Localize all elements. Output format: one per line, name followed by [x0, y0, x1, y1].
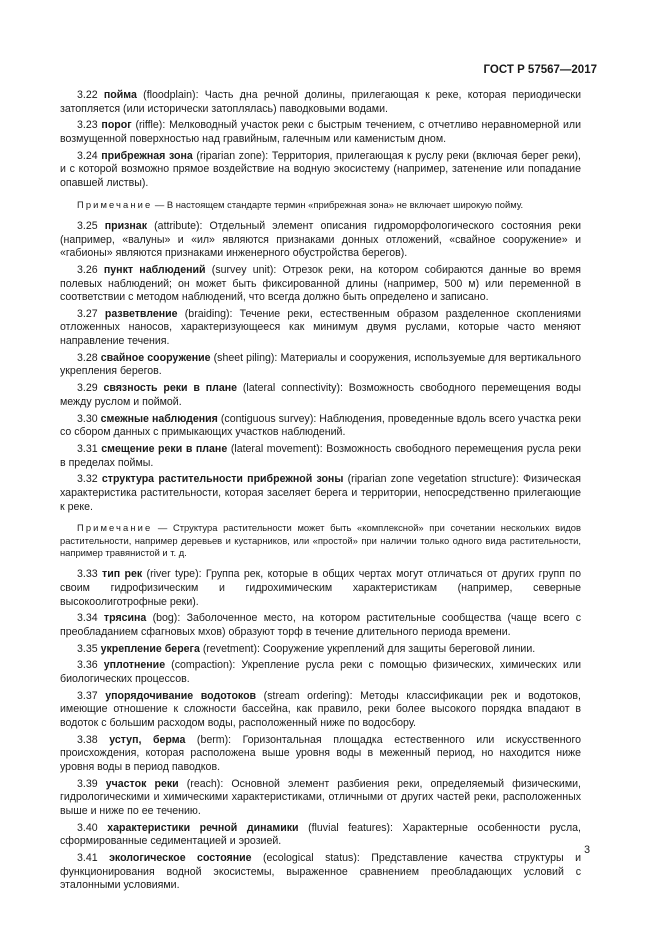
entry-definition: (river type): Группа рек, которые в общих чертах могут отличаться от других групп по своим гидрофизическим и гидрохимическим характеристикам (например, северные высокоолиготрофные реки).	[60, 568, 582, 608]
entry-term: уплотнение	[103, 659, 166, 672]
entry-number: 3.24	[77, 149, 98, 162]
definition-entry	[60, 778, 581, 819]
page-number: 3	[584, 844, 590, 856]
entry-number: 3.35	[77, 642, 98, 655]
definition-entry	[60, 220, 581, 261]
note-text: — В настоящем стандарте термин «прибрежная зона» не включает широкую пойму.	[152, 198, 524, 210]
entry-definition: (ecological status): Представление качества структуры и функционирования водной экосистемы, выраженное сравнением преобладающих условий с эталонными условиями.	[60, 852, 581, 892]
definition-entry	[60, 852, 581, 893]
entry-number: 3.37	[77, 689, 98, 702]
entry-term: пункт наблюдений	[103, 263, 206, 276]
entries-group-c	[60, 568, 581, 893]
entry-number: 3.40	[77, 821, 98, 834]
definition-entry	[60, 308, 581, 349]
definition-entry	[60, 734, 581, 775]
entry-definition: (lateral connectivity): Возможность свободного перемещения воды между руслом и поймой.	[60, 382, 581, 408]
entry-term: трясина	[103, 612, 147, 625]
entry-definition: (fluvial features): Характерные особенности русла, сформированные седиментацией и эрозией.	[60, 821, 581, 848]
entry-definition: (survey unit): Отрезок реки, на котором собираются данные во время полевых наблюдений; он может быть фиксированной длины (например, 500 м) или переменной в соответствии с методом наблюдений, что всегда должно быть определено и записано.	[60, 263, 581, 304]
entries-group-b	[60, 220, 581, 514]
entry-number: 3.41	[77, 852, 98, 865]
entry-term: прибрежная зона	[101, 149, 193, 162]
definition-entry	[60, 264, 581, 305]
definition-entry	[60, 822, 581, 849]
definition-entry	[60, 150, 581, 191]
standard-header: ГОСТ Р 57567—2017	[483, 64, 597, 76]
entry-number: 3.23	[77, 119, 98, 132]
entry-number: 3.22	[77, 89, 98, 101]
entry-term: пойма	[103, 89, 137, 101]
note-label: Примечание	[77, 198, 153, 210]
definition-entry	[60, 119, 581, 146]
entry-definition: (riparian zone vegetation structure): Физическая характеристика растительности, которая заселяет берега и территории, непосредственно прилегающие к реке.	[60, 473, 582, 513]
entry-number: 3.38	[77, 733, 98, 746]
entry-term: экологическое состояние	[109, 852, 252, 865]
definition-entry	[60, 413, 581, 440]
entry-term: разветвление	[104, 307, 178, 320]
entry-number: 3.31	[77, 442, 98, 455]
definition-entry	[60, 568, 581, 609]
entry-definition: (reach): Основной элемент разбиения реки, определяемый физическими, гидрологическими и химическими характеристиками, отличными от других частей реки, расположенных выше и ниже по ее течению.	[60, 777, 581, 817]
entry-definition: (lateral movement): Возможность свободного перемещения русла реки в пределах поймы.	[60, 442, 581, 469]
entry-term: смежные наблюдения	[100, 412, 218, 425]
entry-term: уступ, берма	[109, 733, 186, 746]
entry-number: 3.26	[77, 263, 98, 276]
definition-entry	[60, 382, 581, 409]
definition-entry	[60, 643, 581, 657]
entry-definition: (floodplain): Часть дна речной долины, прилегающая к реке, которая периодически затопляется (или исторически затоплялась) паводковыми водами.	[60, 89, 581, 115]
entry-number: 3.29	[77, 382, 98, 395]
definition-entry	[60, 612, 581, 639]
entry-number: 3.39	[77, 777, 98, 790]
entry-definition: (riffle): Мелководный участок реки с быстрым течением, с отчетливо неравномерной или возмущенной поверхностью над гравийным, галечным или каменистым дном.	[60, 119, 581, 145]
note-label: Примечание	[77, 522, 153, 534]
entry-number: 3.27	[77, 307, 98, 320]
definition-entry	[60, 89, 581, 116]
entry-term: тип рек	[102, 568, 143, 581]
entry-number: 3.25	[77, 219, 98, 232]
entry-term: характеристики речной динамики	[107, 821, 299, 834]
note-text: — Структура растительности может быть «комплексной» при сочетании нескольких видов растительности, например деревьев и кустарников, или «простой» при наличии только одного вида растительности, например травянистой и т. д.	[60, 522, 581, 558]
entry-definition: (compaction): Укрепление русла реки с помощью физических, химических или биологических процессов.	[60, 659, 581, 686]
entry-definition: (contiguous survey): Наблюдения, проведенные вдоль всего участка реки со сбором данных с примыкающих участков наблюдений.	[60, 412, 581, 439]
entry-definition: (attribute): Отдельный элемент описания гидроморфологического состояния реки (например, «валуны» и «ил» являются признаками донных отложений, «свайное сооружение» и «габионы» являются признаками инженерного обустройства берегов).	[60, 219, 581, 260]
note-vegetation-structure	[60, 522, 581, 559]
entry-definition: (berm): Горизонтальная площадка естественного или искусственного происхождения, которая расположена выше уровня воды в меженный период, но находится ниже уровня воды в период паводков.	[60, 733, 581, 773]
definition-entry	[60, 352, 581, 379]
entry-number: 3.30	[77, 412, 98, 425]
entry-number: 3.33	[77, 568, 98, 581]
entry-term: связность реки в плане	[103, 382, 238, 395]
entry-definition: (braiding): Течение реки, естественным образом разделенное скоплениями отложенных наносов, характеризующееся как минимум двумя руслами, которые часто меняют направление течения.	[60, 307, 581, 348]
entry-term: смещение реки в плане	[101, 442, 228, 455]
entry-definition: (bog): Заболоченное место, на котором растительные сообщества (чаще всего с преобладанием сфагновых мхов) образуют торф в течение длительного периода времени.	[60, 612, 582, 638]
entry-term: структура растительности прибрежной зоны	[101, 473, 344, 486]
definitions-body	[60, 89, 581, 896]
entries-group-a	[60, 89, 581, 191]
entry-term: упорядочивание водотоков	[105, 689, 257, 702]
note-prибрежная-зона	[60, 199, 581, 211]
entry-definition: (sheet piling): Материалы и сооружения, используемые для вертикального укрепления берегов.	[60, 351, 581, 378]
entry-definition: (stream ordering): Методы классификации рек и водотоков, имеющие отношение к сложности бассейна, как правило, реки более высокого порядка впадают в водоток с большим расходом воды, расположенный ниже по водосбору.	[60, 689, 581, 730]
entry-definition: (riparian zone): Территория, прилегающая к руслу реки (включая берег реки), и с которой возможно прямое воздействие на водную экосистему (например, затенение или попадание опавшей листвы).	[60, 149, 581, 189]
definition-entry	[60, 659, 581, 686]
entry-number: 3.34	[77, 612, 98, 625]
entry-definition: (revetment): Сооружение укреплений для защиты береговой линии.	[199, 642, 536, 655]
entry-term: участок реки	[105, 777, 179, 790]
entry-term: свайное сооружение	[100, 351, 211, 364]
entry-term: признак	[104, 219, 148, 232]
definition-entry	[60, 473, 581, 514]
entry-number: 3.28	[77, 351, 98, 364]
entry-term: порог	[101, 119, 132, 132]
definition-entry	[60, 690, 581, 731]
entry-number: 3.32	[77, 473, 98, 486]
entry-term: укрепление берега	[100, 642, 200, 655]
entry-number: 3.36	[77, 659, 98, 672]
definition-entry	[60, 443, 581, 470]
